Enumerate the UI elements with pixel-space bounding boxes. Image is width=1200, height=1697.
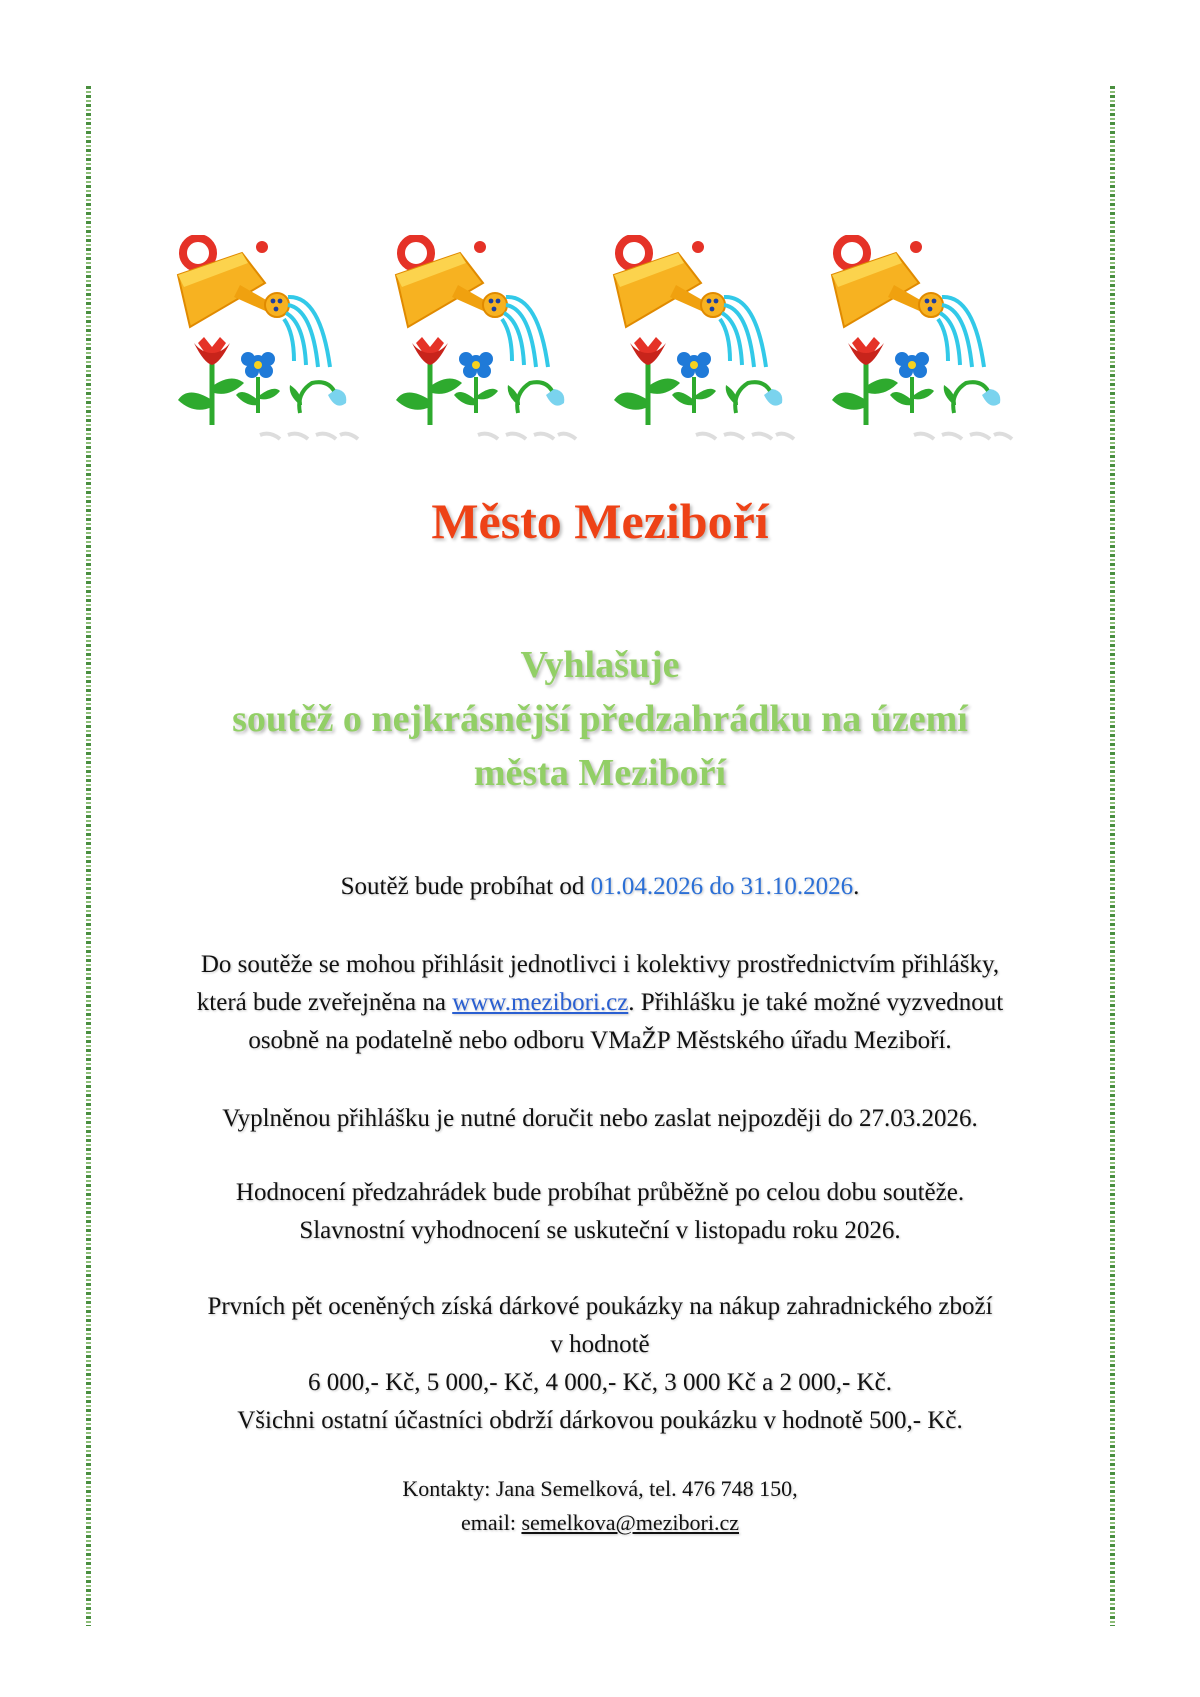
announcement-line-1: Vyhlašuje — [520, 644, 680, 686]
watering-can-flowers-illustration — [388, 235, 593, 485]
period-suffix: . — [853, 873, 860, 900]
prizes-paragraph — [100, 1288, 1100, 1440]
watering-can-flowers-illustration — [170, 235, 375, 485]
prizes-line-1: Prvních pět oceněných získá dárkové poukázky na nákup zahradnického zboží — [207, 1293, 993, 1320]
announcement-line-2: soutěž o nejkrásnější předzahrádku na území — [232, 698, 968, 740]
email-link[interactable]: semelkova@mezibori.cz — [521, 1510, 740, 1535]
email-label: email: — [460, 1510, 522, 1535]
website-link[interactable]: www.mezibori.cz — [452, 989, 629, 1016]
signup-line-2-prefix: která bude zveřejněna na — [196, 989, 453, 1016]
competition-period — [100, 868, 1100, 906]
prizes-line-2: v hodnotě — [550, 1331, 650, 1358]
prizes-line-3: 6 000,- Kč, 5 000,- Kč, 4 000,- Kč, 3 000 Kč a 2 000,- Kč. — [308, 1369, 892, 1396]
contact-line-1: Kontakty: Jana Semelková, tel. 476 748 150, — [402, 1476, 798, 1501]
announcement-heading — [0, 638, 1200, 800]
prizes-line-4: Všichni ostatní účastníci obdrží dárkovou poukázku v hodnotě 500,- Kč. — [237, 1407, 963, 1434]
watering-can-flowers-illustration — [606, 235, 811, 485]
signup-line-3: osobně na podatelně nebo odboru VMaŽP Městského úřadu Meziboří. — [248, 1027, 952, 1054]
decorative-border-left — [86, 86, 91, 1626]
watering-can-illustration-row — [170, 235, 1040, 485]
deadline-paragraph: Vyplněnou přihlášku je nutné doručit nebo zaslat nejpozději do 27.03.2026. — [222, 1105, 978, 1132]
signup-line-2 — [100, 984, 1100, 1022]
evaluation-paragraph — [100, 1174, 1100, 1250]
signup-line-2-suffix: . Přihlášku je také možné vyzvednout — [628, 989, 1004, 1016]
evaluation-line-1: Hodnocení předzahrádek bude probíhat průběžně po celou dobu soutěže. — [235, 1179, 965, 1206]
signup-line-1: Do soutěže se mohou přihlásit jednotlivci i kolektivy prostřednictvím přihlášky, — [200, 951, 1000, 978]
evaluation-line-2: Slavnostní vyhodnocení se uskuteční v listopadu roku 2026. — [299, 1217, 901, 1244]
watering-can-flowers-illustration — [824, 235, 1029, 485]
period-prefix: Soutěž bude probíhat od — [340, 873, 591, 900]
contact-email-line — [100, 1506, 1100, 1540]
period-dates: 01.04.2026 do 31.10.2026 — [590, 873, 854, 900]
announcement-line-3: města Meziboří — [473, 752, 727, 794]
contact-block — [100, 1472, 1100, 1540]
page-title: Město Meziboří — [431, 493, 769, 549]
decorative-border-right — [1110, 86, 1115, 1626]
signup-paragraph — [100, 946, 1100, 1060]
